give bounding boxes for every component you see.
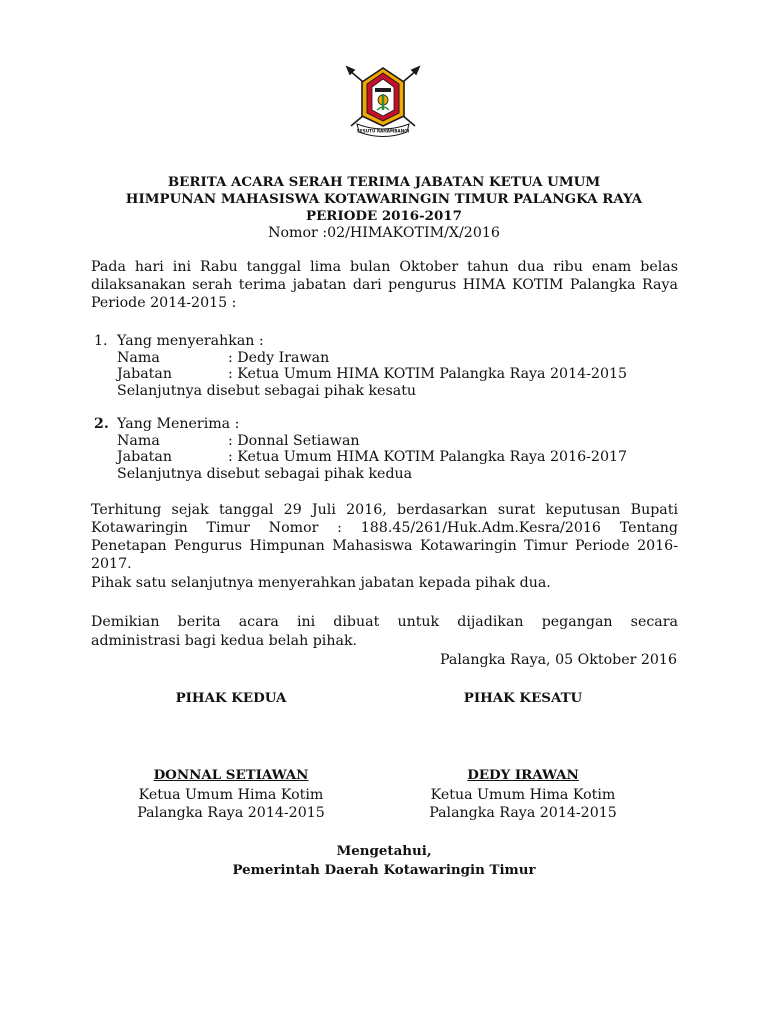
intro-line3: Periode 2014-2015 : <box>91 295 237 311</box>
party1-position-label: Jabatan <box>117 366 172 382</box>
party2-position-value: : Ketua Umum HIMA KOTIM Palangka Raya 2016-2017 <box>228 449 628 465</box>
right-signatory-period: Palangka Raya 2014-2015 <box>429 805 617 821</box>
effective-line5: Pihak satu selanjutnya menyerahkan jabatan kepada pihak dua. <box>91 575 551 591</box>
party1-position-value: : Ketua Umum HIMA KOTIM Palangka Raya 2014-2015 <box>228 366 628 382</box>
party2-note: Selanjutnya disebut sebagai pihak kedua <box>117 466 413 482</box>
party2-number: 2. <box>94 416 109 432</box>
party1-heading: Yang menyerahkan : <box>117 333 264 349</box>
acknowledged-organization: Pemerintah Daerah Kotawaringin Timur <box>232 862 536 878</box>
left-signatory-name: DONNAL SETIAWAN <box>153 767 309 783</box>
right-signatory-role: Ketua Umum Hima Kotim <box>430 787 616 803</box>
party1-name-value: : Dedy Irawan <box>228 350 330 366</box>
effective-line3: Penetapan Pengurus Himpunan Mahasiswa Kotawaringin Timur Periode 2016- <box>91 538 678 554</box>
left-signature-title: PIHAK KEDUA <box>175 690 287 706</box>
closing-line1: Demikian berita acara ini dibuat untuk dijadikan pegangan secara <box>91 614 678 630</box>
left-signatory-role: Ketua Umum Hima Kotim <box>138 787 324 803</box>
intro-line1: Pada hari ini Rabu tanggal lima bulan Oktober tahun dua ribu enam belas <box>91 259 678 275</box>
organization-logo <box>343 64 423 142</box>
party2-name-value: : Donnal Setiawan <box>228 433 360 449</box>
place-date: Palangka Raya, 05 Oktober 2016 <box>439 652 677 668</box>
effective-line2: Kotawaringin Timur Nomor : 188.45/261/Huk.Adm.Kesra/2016 Tentang <box>91 520 678 536</box>
acknowledged-label: Mengetahui, <box>336 843 432 859</box>
effective-line1: Terhitung sejak tanggal 29 Juli 2016, berdasarkan surat keputusan Bupati <box>91 502 678 518</box>
party2-heading: Yang Menerima : <box>117 416 240 432</box>
document-title-line3: PERIODE 2016-2017 <box>306 208 462 224</box>
svg-text:SESUTU RAHAMBANGI: SESUTU RAHAMBANGI <box>356 128 410 134</box>
party1-number: 1. <box>94 333 108 349</box>
right-signature-title: PIHAK KESATU <box>463 690 583 706</box>
party2-name-label: Nama <box>117 433 160 449</box>
shield-icon <box>362 68 404 126</box>
left-signatory-period: Palangka Raya 2014-2015 <box>137 805 325 821</box>
effective-line4: 2017. <box>91 556 132 572</box>
right-signatory-name: DEDY IRAWAN <box>467 767 579 783</box>
party2-position-label: Jabatan <box>117 449 172 465</box>
document-number: Nomor :02/HIMAKOTIM/X/2016 <box>268 225 500 241</box>
document-title-line2: HIMPUNAN MAHASISWA KOTAWARINGIN TIMUR PALANGKA RAYA <box>125 191 643 207</box>
party1-name-label: Nama <box>117 350 160 366</box>
intro-line2: dilaksanakan serah terima jabatan dari pengurus HIMA KOTIM Palangka Raya <box>91 277 678 293</box>
closing-line2: administrasi bagi kedua belah pihak. <box>91 633 358 649</box>
party1-note: Selanjutnya disebut sebagai pihak kesatu <box>117 383 417 399</box>
document-title-line1: BERITA ACARA SERAH TERIMA JABATAN KETUA UMUM <box>167 174 601 190</box>
